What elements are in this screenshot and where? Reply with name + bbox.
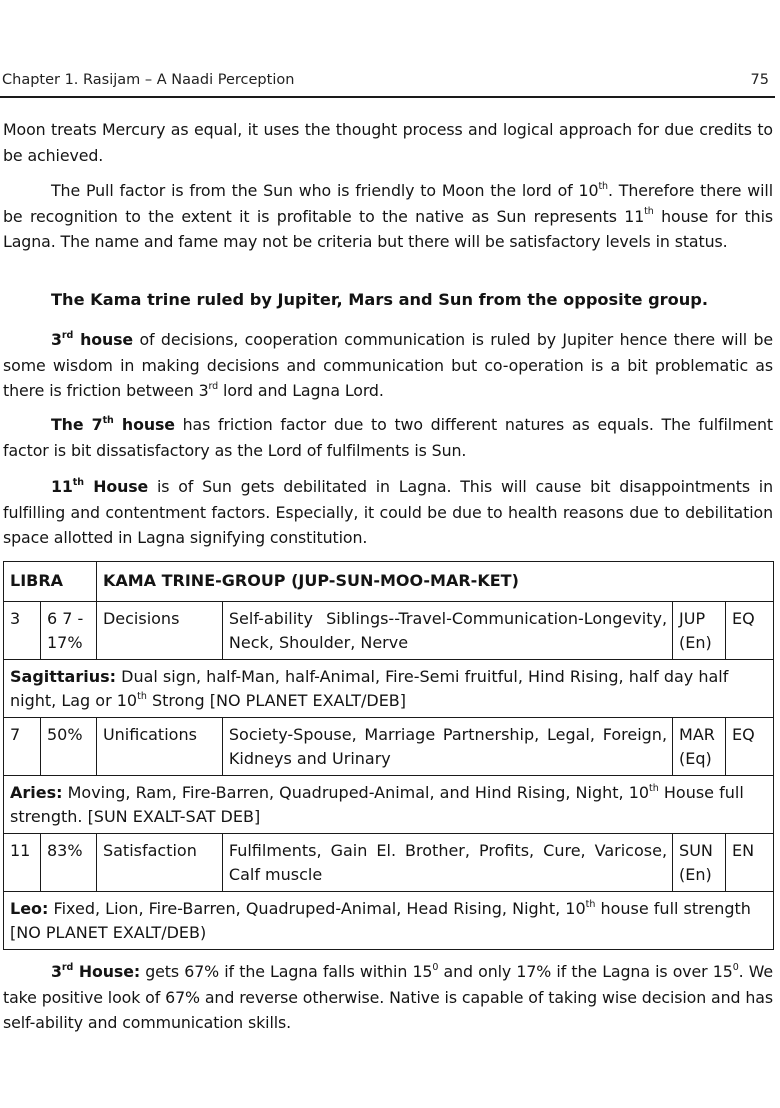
- bold-text: house: [73, 330, 134, 349]
- percent-cell: 50%: [40, 718, 96, 776]
- percent-cell: 6 7 - 17%: [40, 602, 96, 660]
- text-run: and only 17% if the Lagna is over 15: [438, 962, 733, 981]
- sign-name: Aries:: [10, 783, 63, 802]
- bold-text: House: [83, 477, 149, 496]
- label-cell: Satisfaction: [96, 834, 222, 892]
- superscript: th: [72, 476, 84, 488]
- text-run: Dual sign, half-Man, half-Animal, Fire-Semi fruitful, Hind Rising, half day half night, Lag or 10: [10, 667, 729, 710]
- paragraph-3rd-house: [3, 327, 773, 404]
- house-cell: 11: [4, 834, 41, 892]
- table-row: [4, 718, 774, 776]
- description-cell: Society-Spouse, Marriage Partnership, Legal, Foreign, Kidneys and Urinary: [222, 718, 672, 776]
- text-run: house full strength [NO PLANET EXALT/DEB): [10, 899, 751, 942]
- house-cell: 7: [4, 718, 41, 776]
- sign-name: Leo:: [10, 899, 49, 918]
- text-run: House full strength. [SUN EXALT-SAT DEB]: [10, 783, 744, 826]
- paragraph-moon-mercury: [3, 117, 773, 168]
- superscript: rd: [61, 329, 74, 341]
- sign-description-row: [4, 776, 774, 834]
- sign-description-cell: [4, 776, 774, 834]
- lord-name: MAR: [679, 725, 715, 744]
- text-run: Moving, Ram, Fire-Barren, Quadruped-Animal, and Hind Rising, Night, 10: [62, 783, 650, 802]
- paragraph-3rd-house-percent: [3, 959, 773, 1036]
- house-number: 11: [51, 477, 73, 496]
- percent-cell: 83%: [40, 834, 96, 892]
- bold-lead: [51, 415, 175, 434]
- lord-status: (En): [679, 865, 712, 884]
- sign-description-cell: [4, 892, 774, 950]
- text-run: lord and Lagna Lord.: [218, 381, 384, 401]
- degree-mark: 0: [432, 961, 439, 973]
- text-run: Fixed, Lion, Fire-Barren, Quadruped-Animal, Head Rising, Night, 10: [48, 899, 586, 918]
- text-run: house for this Lagna. The name and fame may not be criteria but there will be satisfactory levels in status.: [3, 206, 773, 252]
- sign-description-row: [4, 892, 774, 950]
- lord-name: JUP: [679, 609, 706, 628]
- text-run: gets 67% if the Lagna falls within 15: [140, 962, 433, 981]
- relation-cell: EQ: [726, 718, 774, 776]
- house-number: 3: [51, 962, 62, 981]
- group-header-cell: KAMA TRINE-GROUP (JUP-SUN-MOO-MAR-KET): [96, 562, 773, 602]
- house-number: 3: [51, 330, 62, 349]
- section-heading: The Kama trine ruled by Jupiter, Mars and Sun from the opposite group.: [51, 290, 709, 309]
- chapter-title: Chapter 1. Rasijam – A Naadi Perception: [2, 72, 295, 88]
- description-cell: Fulfilments, Gain El. Brother, Profits, Cure, Varicose, Calf muscle: [222, 834, 672, 892]
- bold-text: The 7: [51, 415, 103, 434]
- text-run: has friction factor due to two different natures as equals. The fulfilment factor is bit dissatisfactory as the Lord of fulfilments is Sun.: [3, 415, 773, 460]
- table-header-row: [4, 562, 774, 602]
- description-cell: Self-ability Siblings--Travel-Communication-Longevity, Neck, Shoulder, Nerve: [222, 602, 672, 660]
- lord-cell: [673, 602, 726, 660]
- superscript: th: [649, 782, 659, 794]
- paragraph-11th-house: [3, 474, 773, 551]
- lord-cell: [673, 718, 726, 776]
- lord-cell: [673, 834, 726, 892]
- superscript: rd: [208, 380, 219, 392]
- bold-text: House:: [73, 962, 141, 981]
- sign-header-cell: LIBRA: [4, 562, 97, 602]
- degree-mark: 0: [732, 961, 739, 973]
- text-run: . We take positive look of 67% and reverse otherwise. Native is capable of taking wise decision and has self-ability and communication skills.: [3, 962, 774, 1033]
- superscript: th: [137, 690, 147, 702]
- bold-text: house: [113, 415, 175, 434]
- relation-cell: EN: [726, 834, 774, 892]
- text-run: is of Sun gets debilitated in Lagna. This will cause bit disappointments in fulfilling and contentment factors. Especially, it could be due to health reasons due to debilitation space allotted in Lagna signifying constitution.: [3, 477, 773, 548]
- paragraph-7th-house: [3, 412, 773, 463]
- text-run: The Pull factor is from the Sun who is friendly to Moon the lord of 10: [51, 181, 599, 200]
- superscript: th: [598, 180, 608, 192]
- paragraph-pull-factor: [3, 178, 773, 255]
- superscript: rd: [61, 961, 74, 973]
- house-cell: 3: [4, 602, 41, 660]
- bold-lead: [51, 477, 148, 496]
- superscript: th: [102, 414, 114, 426]
- sign-name: Sagittarius:: [10, 667, 117, 686]
- table-row: [4, 834, 774, 892]
- superscript: th: [585, 898, 596, 910]
- lord-status: (Eq): [679, 749, 712, 768]
- bold-lead: [51, 962, 140, 981]
- paragraph-text: Moon treats Mercury as equal, it uses the thought process and logical approach for due credits to be achieved.: [3, 120, 773, 165]
- lord-name: SUN: [679, 841, 713, 860]
- bold-lead: [51, 330, 133, 349]
- running-header: [0, 70, 775, 98]
- label-cell: Decisions: [96, 602, 222, 660]
- kama-trine-table: [3, 561, 774, 950]
- label-cell: Unifications: [96, 718, 222, 776]
- text-run: of decisions, cooperation communication is ruled by Jupiter hence there will be some wisdom in making decisions and communication but co-operation is a bit problematic as there is friction between 3: [3, 330, 773, 401]
- relation-cell: EQ: [726, 602, 774, 660]
- superscript: th: [644, 206, 654, 218]
- table-row: [4, 602, 774, 660]
- page-number: 75: [750, 72, 769, 88]
- sign-description-row: [4, 660, 774, 718]
- lord-status: (En): [679, 633, 712, 652]
- text-run: . Therefore there will be recognition to the extent it is profitable to the native as Sun represents 11: [3, 181, 773, 226]
- text-run: Strong [NO PLANET EXALT/DEB]: [146, 691, 407, 710]
- sign-description-cell: [4, 660, 774, 718]
